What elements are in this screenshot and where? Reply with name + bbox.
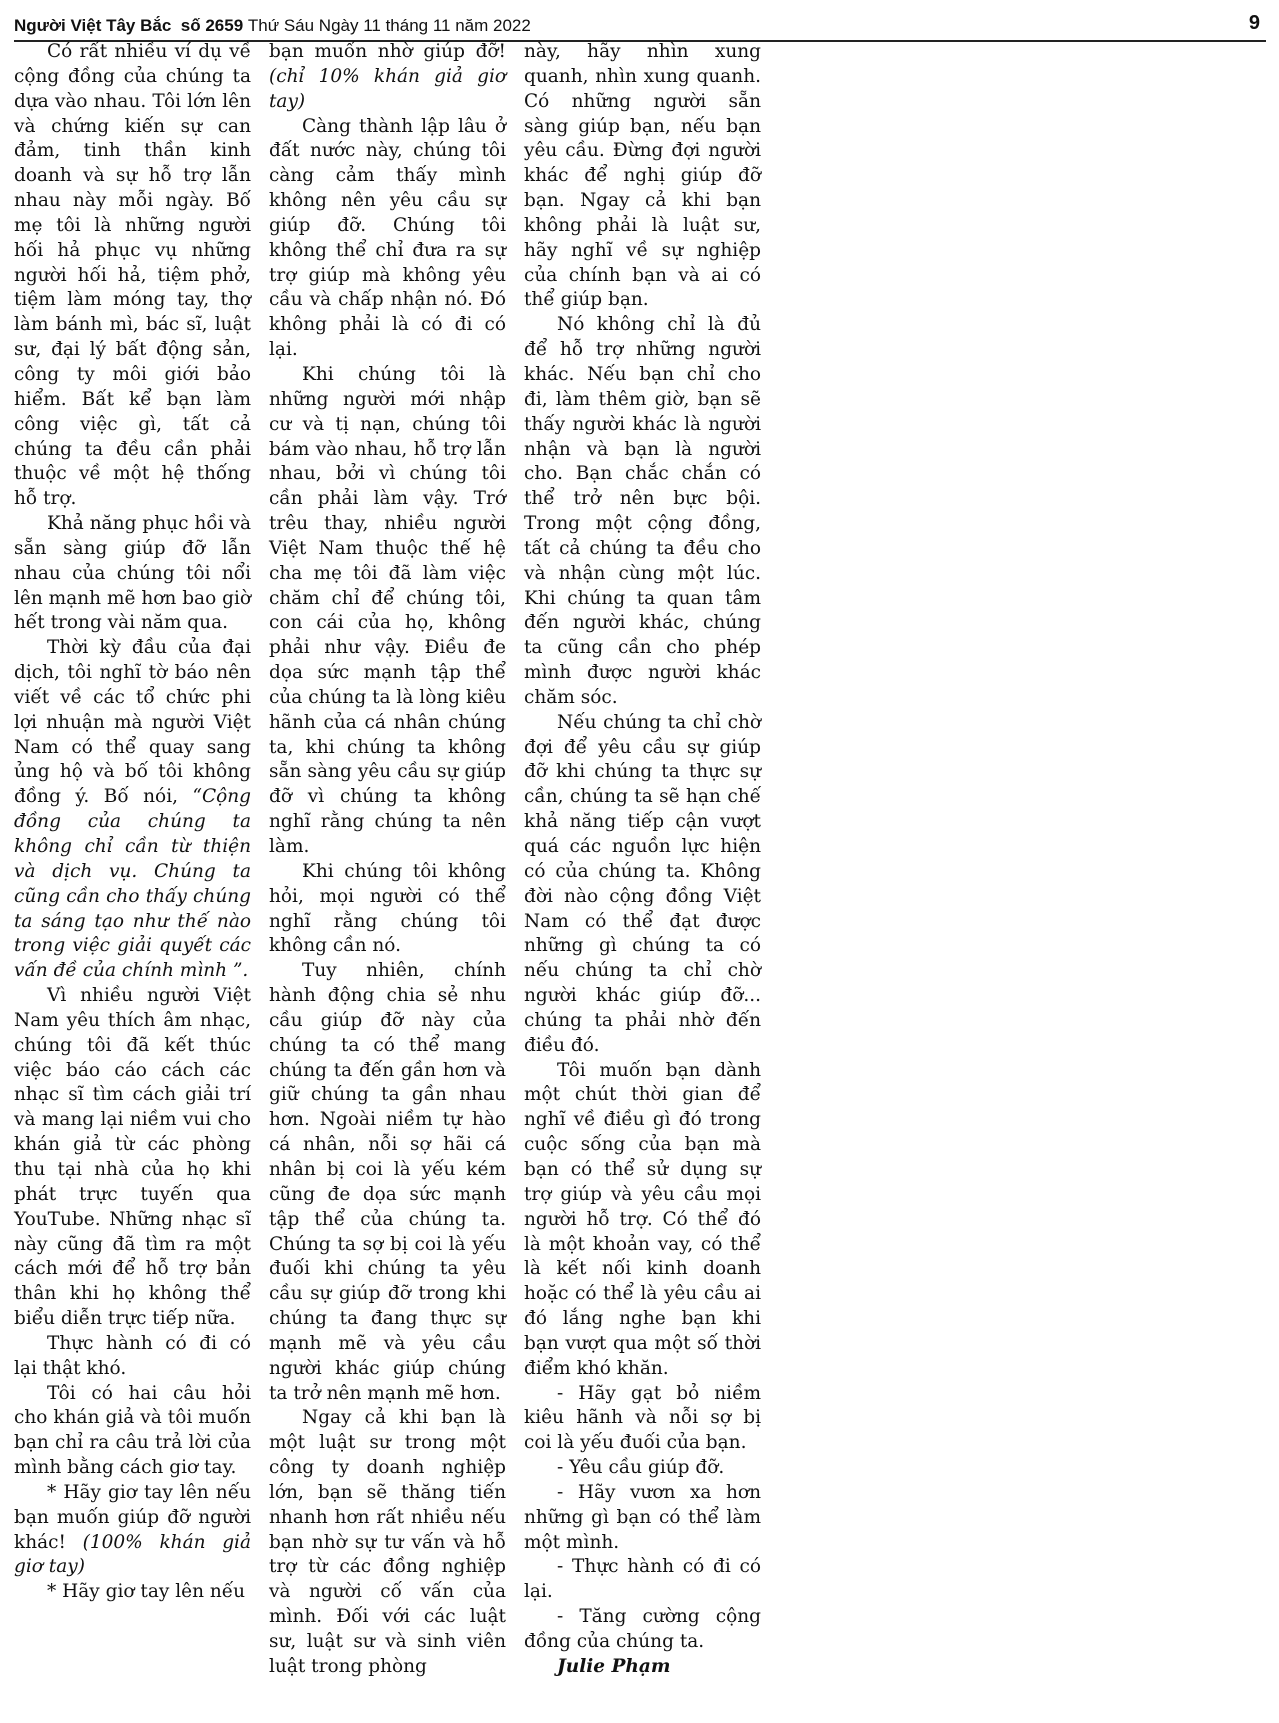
list-item: - Hãy vươn xa hơn những gì bạn có thể làm một mình.	[524, 1481, 761, 1553]
audience-response: (chỉ 10% khán giả giơ tay)	[269, 65, 506, 112]
article-column-3	[524, 40, 761, 1680]
audience-response: (100% khán giả giơ tay)	[14, 1531, 251, 1578]
father-quote: “Cộng đồng của chúng ta không chỉ cần từ thiện và dịch vụ. Chúng ta cũng cần cho thấy chúng ta sáng tạo như thế nào trong việc giải quyết các vấn đề của chính mình ”.	[14, 786, 251, 982]
list-item: - Tăng cường cộng đồng của chúng ta.	[524, 1606, 761, 1652]
page-number: 9	[1248, 12, 1260, 34]
issue-date: Thứ Sáu Ngày 11 tháng 11 năm 2022	[247, 16, 531, 35]
paragraph: Nếu chúng ta chỉ chờ đợi để yêu cầu sự giúp đỡ khi chúng ta thực sự cần, chúng ta sẽ hạn chế khả năng tiếp cận vượt quá các nguồn lực hiện có của chúng ta. Không đời nào cộng đồng Việt Nam có thể đạt được những gì chúng ta có nếu chúng ta chỉ chờ người khác giúp đỡ... chúng ta phải nhờ đến điều đó.	[524, 711, 761, 1056]
paragraph	[14, 636, 251, 984]
paragraph: Nó không chỉ là đủ để hỗ trợ những người khác. Nếu bạn chỉ cho đi, làm thêm giờ, bạn sẽ thấy người khác là người nhận và bạn là người cho. Bạn chắc chắn có thể trở nên bực bội. Trong một cộng đồng, tất cả chúng ta đều cho và nhận cùng một lúc. Khi chúng ta quan tâm đến người khác, chúng ta cũng cần cho phép mình được người khác chăm sóc.	[524, 314, 761, 708]
paragraph: Vì nhiều người Việt Nam yêu thích âm nhạc, chúng tôi đã kết thúc việc báo cáo cách các nhạc sĩ tìm cách giải trí và mang lại niềm vui cho khán giả từ các phòng thu tại nhà của họ khi phát trực tuyến qua YouTube. Những nhạc sĩ này cũng đã tìm ra một cách mới để hỗ trợ bản thân khi họ không thể biểu diễn trực tiếp nữa.	[14, 985, 251, 1330]
page-header	[14, 10, 1266, 42]
article-column-2	[269, 40, 506, 1680]
paragraph: Tôi muốn bạn dành một chút thời gian để nghĩ về điều gì đó trong cuộc sống của bạn mà bạn có thể sử dụng sự trợ giúp và yêu cầu mọi người hỗ trợ. Có thể đó là một khoản vay, có thể là kết nối kinh doanh hoặc có thể là yêu cầu ai đó lắng nghe bạn khi bạn vượt qua một số thời điểm khó khăn.	[524, 1059, 761, 1379]
question-text: bạn muốn nhờ giúp đỡ!	[269, 41, 506, 62]
question-two-start: * Hãy giơ tay lên nếu	[47, 1581, 246, 1603]
paragraph: Càng thành lập lâu ở đất nước này, chúng tôi càng cảm thấy mình không nên yêu cầu sự giúp đỡ. Chúng tôi không thể chỉ đưa ra sự trợ giúp mà không yêu cầu và chấp nhận nó. Đó không phải là có đi có lại.	[269, 115, 506, 361]
paragraph: Thực hành có đi có lại thật khó.	[14, 1332, 251, 1379]
list-item: - Thực hành có đi có lại.	[524, 1556, 761, 1603]
paragraph: Có rất nhiều ví dụ về cộng đồng của chúng ta dựa vào nhau. Tôi lớn lên và chứng kiến sự can đảm, tinh thần kinh doanh và sự hỗ trợ lẫn nhau này mỗi ngày. Bố mẹ tôi là những người hối hả phục vụ những người hối hả, tiệm phở, tiệm làm móng tay, thợ làm bánh mì, bác sĩ, luật sư, đại lý bất động sản, công ty môi giới bảo hiểm. Bất kể bạn làm công việc gì, tất cả chúng ta đều cần phải thuộc về một hệ thống hỗ trợ.	[14, 41, 251, 510]
paragraph-text: Thời kỳ đầu của đại dịch, tôi nghĩ tờ báo nên viết về các tổ chức phi lợi nhuận mà người Việt Nam có thể quay sang ủng hộ và bố tôi không đồng ý. Bố nói,	[14, 637, 251, 808]
list-item: - Yêu cầu giúp đỡ.	[557, 1457, 725, 1479]
masthead-line	[14, 16, 531, 36]
author-signature: Julie Phạm	[557, 1655, 671, 1677]
article-column-1	[14, 40, 251, 1605]
question-two-continued	[269, 40, 506, 115]
issue-number: số 2659	[180, 16, 244, 35]
paragraph: Tuy nhiên, chính hành động chia sẻ nhu cầu giúp đỡ này của chúng ta có thể mang chúng ta đến gần hơn và giữ chúng ta gần nhau hơn. Ngoài niềm tự hào cá nhân, nỗi sợ hãi cá nhân bị coi là yếu kém cũng đe dọa sức mạnh tập thể của chúng ta. Chúng ta sợ bị coi là yếu đuối khi chúng ta yêu cầu sự giúp đỡ trong khi chúng ta đang thực sự mạnh mẽ và yêu cầu người khác giúp chúng ta trở nên mạnh mẽ hơn.	[269, 960, 506, 1404]
paragraph: Ngay cả khi bạn là một luật sư trong một công ty doanh nghiệp lớn, bạn sẽ thăng tiến nhanh hơn rất nhiều nếu bạn nhờ sự tư vấn và hỗ trợ từ các đồng nghiệp và người cố vấn của mình. Đối với các luật sư, luật sư và sinh viên luật trong phòng	[269, 1407, 506, 1677]
paragraph: Tôi có hai câu hỏi cho khán giả và tôi muốn bạn chỉ ra câu trả lời của mình bằng cách giơ tay.	[14, 1382, 251, 1479]
publication-name: Người Việt Tây Bắc	[14, 16, 172, 35]
question-one	[14, 1481, 251, 1580]
paragraph: Khả năng phục hồi và sẵn sàng giúp đỡ lẫn nhau của chúng tôi nổi lên mạnh mẽ hơn bao giờ hết trong vài năm qua.	[14, 513, 251, 634]
paragraph: Khi chúng tôi là những người mới nhập cư và tị nạn, chúng tôi bám vào nhau, hỗ trợ lẫn nhau, bởi vì chúng tôi cần phải làm vậy. Trớ trêu thay, nhiều người Việt Nam thuộc thế hệ cha mẹ tôi đã làm việc chăm chỉ để chúng tôi, con cái của họ, không phải như vậy. Điều đe dọa sức mạnh tập thể của chúng ta là lòng kiêu hãnh của cá nhân chúng ta, khi chúng ta không sẵn sàng yêu cầu sự giúp đỡ vì chúng ta không nghĩ rằng chúng ta nên làm.	[269, 363, 506, 857]
list-item: - Hãy gạt bỏ niềm kiêu hãnh và nỗi sợ bị coi là yếu đuối của bạn.	[524, 1382, 761, 1454]
paragraph: Khi chúng tôi không hỏi, mọi người có thể nghĩ rằng chúng tôi không cần nó.	[269, 860, 506, 957]
paragraph: này, hãy nhìn xung quanh, nhìn xung quanh. Có những người sẵn sàng giúp bạn, nếu bạn yêu cầu. Đừng đợi người khác để nghị giúp đỡ bạn. Ngay cả khi bạn không phải là luật sư, hãy nghĩ về sự nghiệp của chính bạn và ai có thể giúp bạn.	[524, 41, 761, 311]
question-text: * Hãy giơ tay lên nếu bạn muốn giúp đỡ người khác!	[14, 1481, 251, 1553]
